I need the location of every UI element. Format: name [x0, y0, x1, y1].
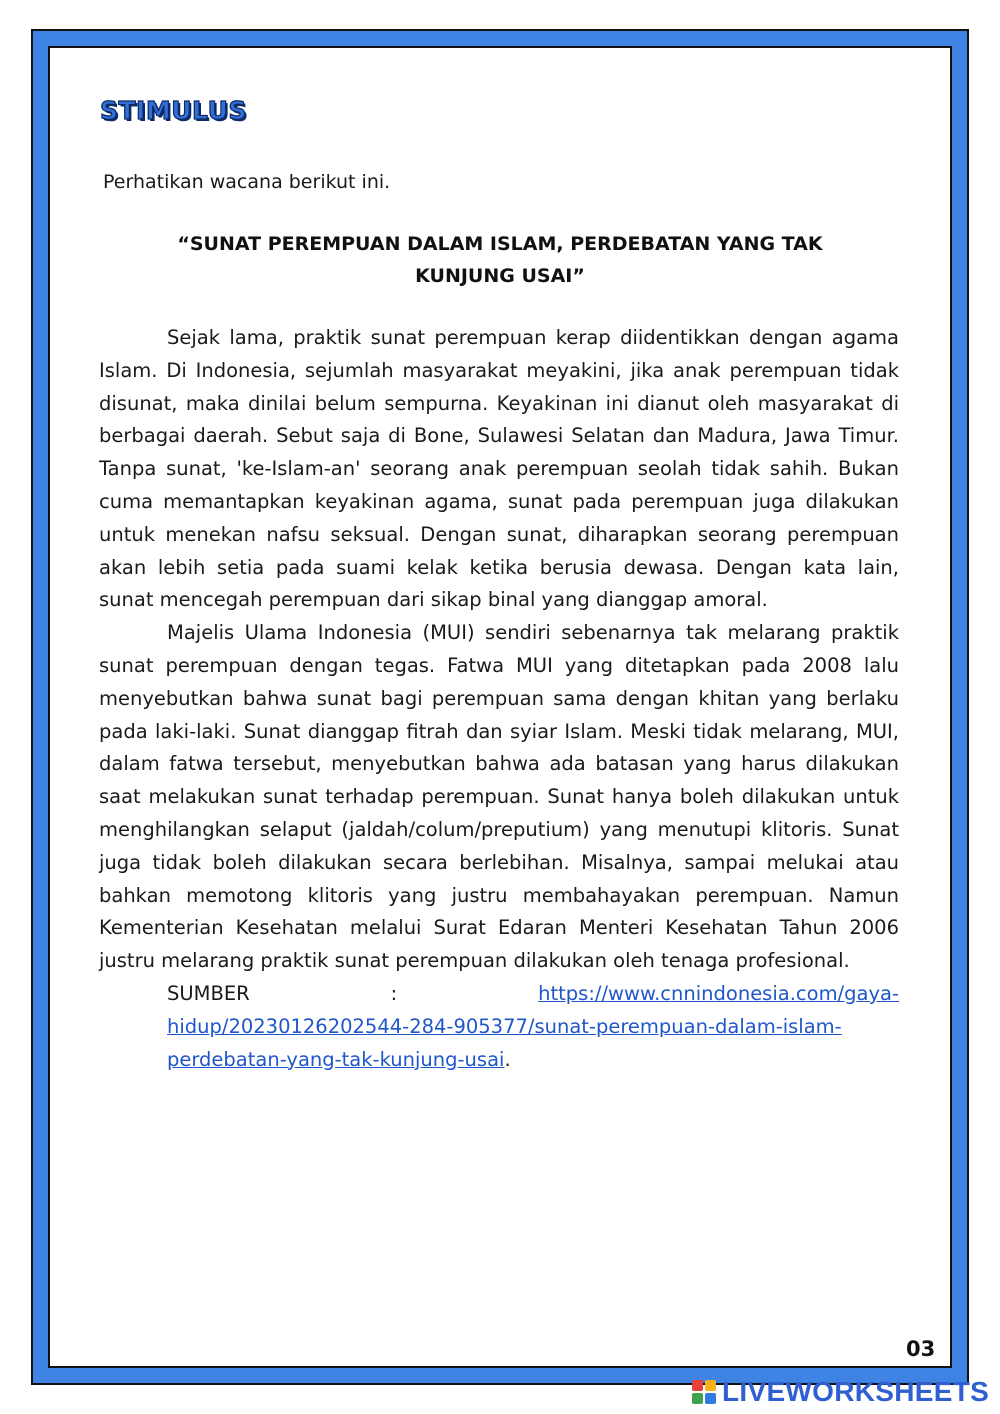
- paragraph-1: Sejak lama, praktik sunat perempuan kerap diidentikkan dengan agama Islam. Di Indonesia, sejumlah masyarakat meyakini, jika anak perempuan tidak disunat, maka dinilai belum sempurna. Keyakinan ini dianut oleh masyarakat di berbagai daerah. Sebut saja di Bone, Sulawesi Selatan dan Madura, Jawa Timur. Tanpa sunat, 'ke-Islam-an' seorang anak perempuan seolah tidak sahih. Bukan cuma memantapkan keyakinan agama, sunat pada perempuan juga dilakukan untuk menekan nafsu seksual. Dengan sunat, diharapkan seorang perempuan akan lebih setia pada suami kelak ketika berusia dewasa. Dengan kata lain, sunat mencegah perempuan dari sikap binal yang dianggap amoral.: [99, 326, 899, 612]
- logo-square-blue: [705, 1393, 716, 1404]
- article-title-line-2: KUNJUNG USAI”: [415, 265, 585, 287]
- source-line: [99, 978, 899, 1011]
- source-link-part-3[interactable]: perdebatan-yang-tak-kunjung-usai: [167, 1047, 505, 1071]
- source-link-line-3: [99, 1044, 899, 1077]
- source-link-part-1[interactable]: https://www.cnnindonesia.com/gaya-: [538, 981, 899, 1005]
- source-label: SUMBER: [167, 981, 250, 1005]
- source-link-line-2: [99, 1011, 899, 1044]
- logo-square-red: [692, 1380, 703, 1391]
- paragraph-2: Majelis Ulama Indonesia (MUI) sendiri sebenarnya tak melarang praktik sunat perempuan dengan tegas. Fatwa MUI yang ditetapkan pada 2008 lalu menyebutkan bahwa sunat bagi perempuan sama dengan khitan yang berlaku pada laki-laki. Sunat dianggap fitrah dan syiar Islam. Meski tidak melarang, MUI, dalam fatwa tersebut, menyebutkan bahwa ada batasan yang harus dilakukan saat melakukan sunat terhadap perempuan. Sunat hanya boleh dilakukan untuk menghilangkan selaput (jaldah/colum/preputium) yang menutupi klitoris. Sunat juga tidak boleh dilakukan secara berlebihan. Misalnya, sampai melukai atau bahkan memotong klitoris yang justru membahayakan perempuan. Namun Kementerian Kesehatan melalui Surat Edaran Menteri Kesehatan Tahun 2006 justru melarang praktik sunat perempuan dilakukan oleh tenaga profesional.: [99, 621, 899, 973]
- logo-square-yellow: [705, 1380, 716, 1391]
- page-number: 03: [906, 1337, 936, 1361]
- liveworksheets-wordmark: LIVEWORKSHEETS: [722, 1376, 990, 1407]
- source-link-part-2[interactable]: hidup/20230126202544-284-905377/sunat-perempuan-dalam-islam-: [167, 1014, 842, 1038]
- source-end-period: .: [504, 1047, 511, 1071]
- article-title: [120, 228, 880, 292]
- section-heading: STIMULUS: [100, 96, 247, 125]
- logo-square-green: [692, 1393, 703, 1404]
- article-body: [99, 322, 899, 1076]
- source-colon: :: [390, 981, 398, 1005]
- liveworksheets-logo-icon: [692, 1380, 716, 1404]
- intro-text: Perhatikan wacana berikut ini.: [103, 171, 391, 193]
- article-title-line-1: “SUNAT PEREMPUAN DALAM ISLAM, PERDEBATAN YANG TAK: [177, 233, 823, 255]
- liveworksheets-brand[interactable]: [692, 1374, 989, 1410]
